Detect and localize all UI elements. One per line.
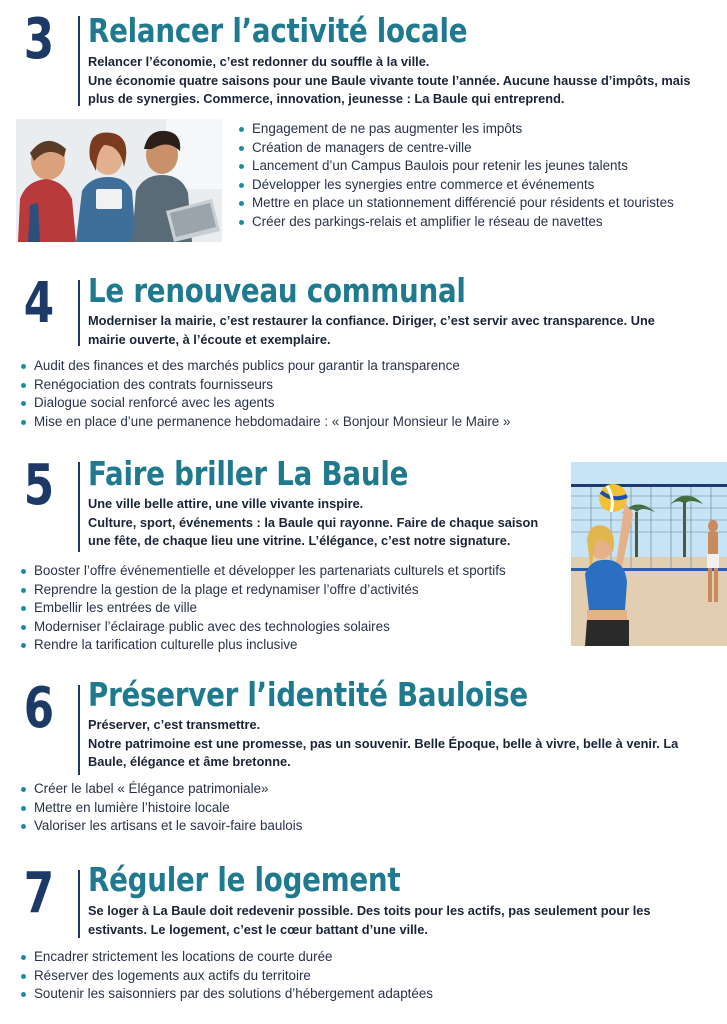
- list-item: Créer des parkings-relais et amplifier le réseau de navettes: [238, 213, 690, 232]
- section-title: Réguler le logement: [88, 860, 401, 899]
- section-7-bullets: [20, 948, 580, 1004]
- section-title: Faire briller La Baule: [88, 454, 409, 493]
- list-item: Renégociation des contrats fournisseurs: [20, 376, 700, 395]
- divider: [78, 462, 80, 552]
- list-item: Développer les synergies entre commerce et événements: [238, 176, 690, 195]
- list-item: Rendre la tarification culturelle plus inclusive: [20, 636, 580, 655]
- list-item: Soutenir les saisonniers par des solutions d’hébergement adaptées: [20, 985, 580, 1004]
- list-item: Lancement d’un Campus Baulois pour retenir les jeunes talents: [238, 157, 690, 176]
- list-item: Créer le label « Élégance patrimoniale»: [20, 780, 580, 799]
- section-intro: [88, 495, 548, 551]
- list-item: Mettre en lumière l’histoire locale: [20, 799, 580, 818]
- photo-young-people-laptop: [16, 119, 222, 242]
- list-item: Audit des finances et des marchés publics pour garantir la transparence: [20, 357, 700, 376]
- intro-line: Moderniser la mairie, c’est restaurer la confiance. Diriger, c’est servir avec transparence. Une mairie ouverte, à l’écoute et exemplaire.: [88, 313, 655, 347]
- section-title: Préserver l’identité Bauloise: [88, 675, 528, 714]
- section-6-bullets: [20, 780, 580, 836]
- intro-line: Une économie quatre saisons pour une Baule vivante toute l’année. Aucune hausse d’impôts, mais plus de synergies. Commerce, innovation, jeunesse : La Baule qui entreprend.: [88, 72, 691, 106]
- section-intro: [88, 902, 688, 939]
- divider: [78, 16, 80, 106]
- list-item: Encadrer strictement les locations de courte durée: [20, 948, 580, 967]
- list-item: Reprendre la gestion de la plage et redynamiser l’offre d’activités: [20, 581, 580, 600]
- section-number: 5: [23, 453, 55, 518]
- divider: [78, 870, 80, 938]
- section-3-bullets: [238, 120, 690, 231]
- students-illustration: [16, 119, 222, 242]
- section-intro: [88, 312, 688, 349]
- section-number: 7: [23, 861, 55, 926]
- photo-beach-volleyball: [571, 462, 727, 646]
- section-title: Le renouveau communal: [88, 271, 466, 310]
- divider: [78, 280, 80, 346]
- intro-line: Notre patrimoine est une promesse, pas un souvenir. Belle Époque, belle à vivre, belle à venir. La Baule, élégance et âme bretonne.: [88, 735, 679, 769]
- list-item: Booster l’offre événementielle et développer les partenariats culturels et sportifs: [20, 562, 580, 581]
- intro-line: Se loger à La Baule doit redevenir possible. Des toits pour les actifs, pas seulement pour les estivants. Le logement, c’est le cœur battant d’une ville.: [88, 903, 651, 937]
- section-intro: [88, 716, 688, 772]
- intro-line: Relancer l’économie, c’est redonner du souffle à la ville.: [88, 54, 430, 69]
- list-item: Création de managers de centre-ville: [238, 139, 690, 158]
- section-5-bullets: [20, 562, 580, 655]
- list-item: Moderniser l’éclairage public avec des technologies solaires: [20, 618, 580, 637]
- list-item: Embellir les entrées de ville: [20, 599, 580, 618]
- section-number: 3: [23, 7, 55, 72]
- intro-line: Culture, sport, événements : la Baule qui rayonne. Faire de chaque saison une fête, de chaque lieu une vitrine. L’élégance, c’est notre signature.: [88, 514, 539, 548]
- intro-line: Une ville belle attire, une ville vivante inspire.: [88, 496, 364, 511]
- section-number: 4: [23, 271, 55, 336]
- beach-volleyball-illustration: [571, 462, 727, 646]
- section-title: Relancer l’activité locale: [88, 11, 468, 50]
- section-intro: [88, 53, 708, 109]
- list-item: Réserver des logements aux actifs du territoire: [20, 967, 580, 986]
- list-item: Mise en place d’une permanence hebdomadaire : « Bonjour Monsieur le Maire »: [20, 413, 700, 432]
- list-item: Mettre en place un stationnement différencié pour résidents et touristes: [238, 194, 690, 213]
- list-item: Dialogue social renforcé avec les agents: [20, 394, 700, 413]
- divider: [78, 685, 80, 775]
- intro-line: Préserver, c’est transmettre.: [88, 717, 261, 732]
- list-item: Valoriser les artisans et le savoir-faire baulois: [20, 817, 580, 836]
- list-item: Engagement de ne pas augmenter les impôts: [238, 120, 690, 139]
- section-number: 6: [23, 676, 55, 741]
- section-4-bullets: [20, 357, 700, 431]
